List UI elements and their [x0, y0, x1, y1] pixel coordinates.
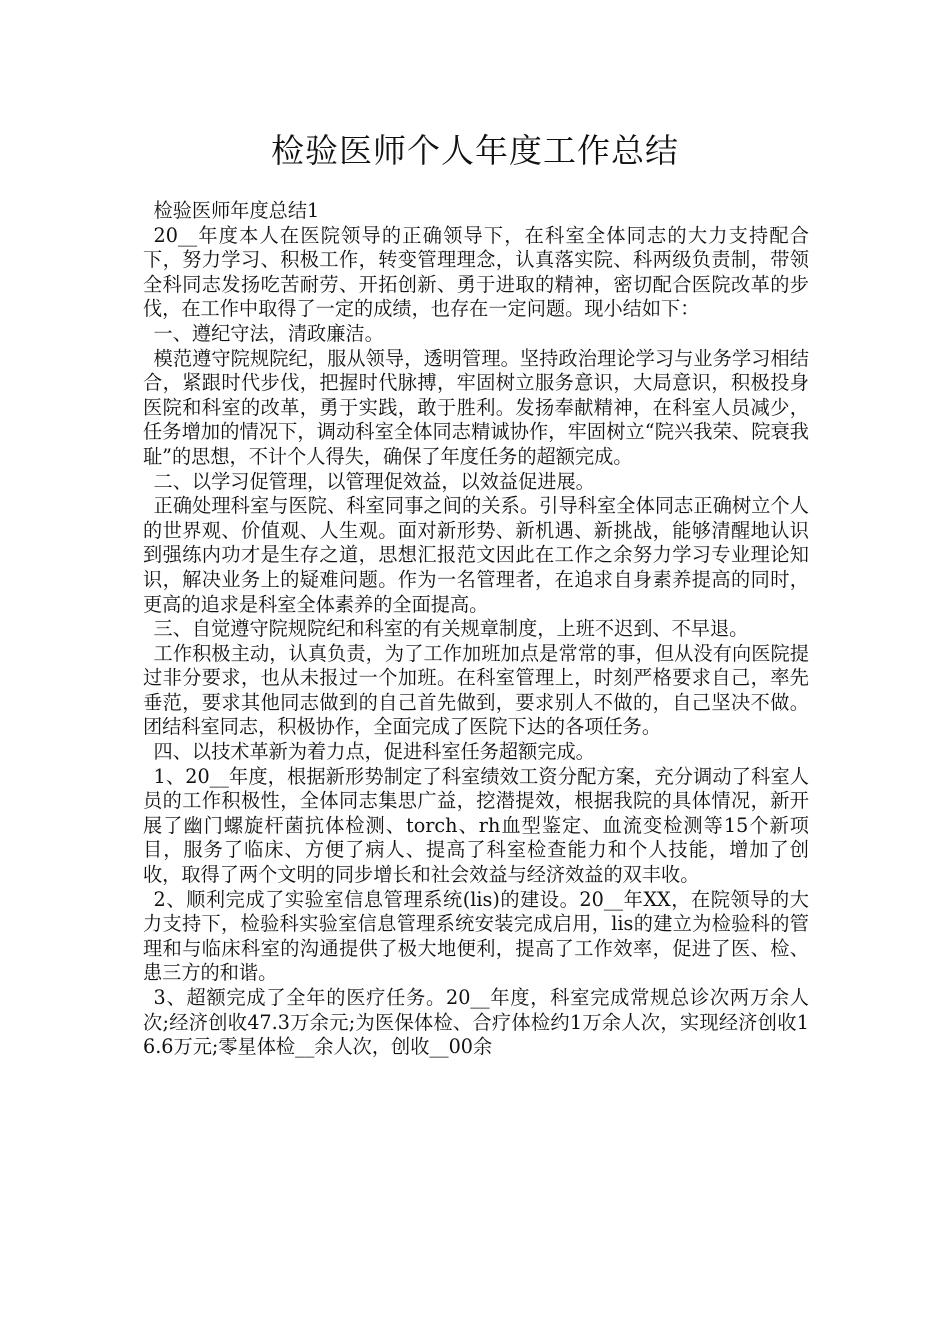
- paragraph: 工作积极主动，认真负责，为了工作加班加点是常常的事，但从没有向医院提过非分要求，也从未报过一个加班。在科室管理上，时刻严格要求自己，率先垂范，要求其他同志做到的自己首先做到，要求别人不做的，自己坚决不做。团结科室同志，积极协作，全面完成了医院下达的各项任务。: [143, 641, 809, 739]
- paragraph: 正确处理科室与医院、科室同事之间的关系。引导科室全体同志正确树立个人的世界观、价值观、人生观。面对新形势、新机遇、新挑战，能够清醒地认识到强练内功才是生存之道，思想汇报范文因此在工作之余努力学习专业理论知识，解决业务上的疑难问题。作为一名管理者，在追求自身素养提高的同时，更高的追求是科室全体素养的全面提高。: [143, 494, 809, 616]
- paragraph: 1、20__年度，根据新形势制定了科室绩效工资分配方案，充分调动了科室人员的工作积极性，全体同志集思广益，挖潜提效，根据我院的具体情况，新开展了幽门螺旋杆菌抗体检测、torch、rh血型鉴定、血流变检测等15个新项目，服务了临床、方便了病人、提高了科室检查能力和个人技能，增加了创收，取得了两个文明的同步增长和社会效益与经济效益的双丰收。: [143, 764, 809, 887]
- section-heading: 一、遵纪守法，清政廉洁。: [153, 321, 384, 345]
- section-heading: 二、以学习促管理，以管理促效益，以效益促进展。: [153, 469, 595, 493]
- section-heading: 三、自觉遵守院规院纪和科室的有关规章制度，上班不迟到、不早退。: [153, 617, 749, 641]
- paragraph: 20__年度本人在医院领导的正确领导下，在科室全体同志的大力支持配合下，努力学习、积极工作，转变管理理念，认真落实院、科两级负责制，带领全科同志发扬吃苦耐劳、开拓创新、勇于进取的精神，密切配合医院改革的步伐，在工作中取得了一定的成绩，也存在一定问题。现小结如下：: [143, 223, 809, 321]
- paragraph: 2、顺利完成了实验室信息管理系统(lis)的建设。20__年XX，在院领导的大力支持下，检验科实验室信息管理系统安装完成启用，lis的建立为检验科的管理和与临床科室的沟通提供了极大地便利，提高了工作效率，促进了医、检、患三方的和谐。: [143, 887, 809, 985]
- document-title: 检验医师个人年度工作总结: [271, 131, 679, 170]
- section-heading: 检验医师年度总结1: [153, 199, 320, 222]
- paragraph: 模范遵守院规院纪，服从领导，透明管理。坚持政治理论学习与业务学习相结合，紧跟时代步伐，把握时代脉搏，牢固树立服务意识，大局意识，积极投身医院和科室的改革，勇于实践，敢于胜利。发扬奉献精神，在科室人员减少，任务增加的情况下，调动科室全体同志精诚协作，牢固树立“院兴我荣、院衰我耻”的思想，不计个人得失，确保了年度任务的超额完成。: [143, 346, 809, 468]
- paragraph: 3、超额完成了全年的医疗任务。20__年度，科室完成常规总诊次两万余人次;经济创收47.3万余元;为医保体检、合疗体检约1万余人次，实现经济创收16.6万元;零星体检__余人次，创收__00余: [143, 986, 809, 1059]
- document-body: [143, 199, 809, 1060]
- section-heading: 四、以技术革新为着力点，促进科室任务超额完成。: [153, 740, 595, 764]
